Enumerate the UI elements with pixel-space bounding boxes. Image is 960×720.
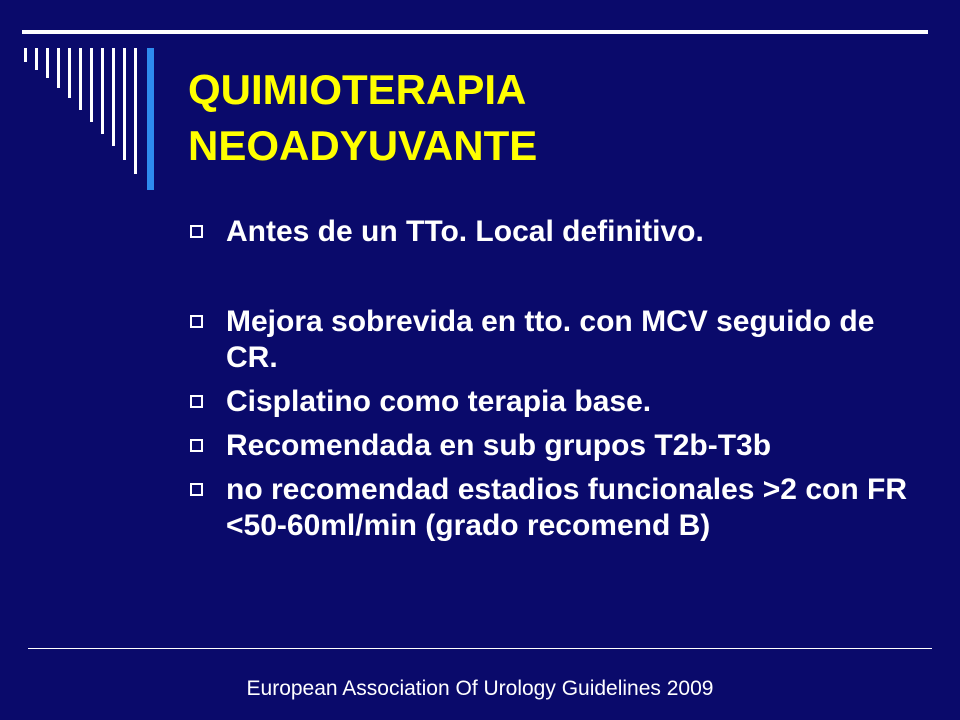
bullet-text: no recomendad estadios funcionales >2 con FR <50-60ml/min (grado recomend B) xyxy=(226,473,907,542)
bullet-item xyxy=(188,472,928,544)
bullet-item xyxy=(188,384,928,420)
bullet-text: Cisplatino como terapia base. xyxy=(226,385,652,418)
footer-divider xyxy=(28,648,932,649)
stripe-bars xyxy=(24,48,137,174)
bullet-list xyxy=(188,214,928,544)
bullet-text: Antes de un TTo. Local definitivo. xyxy=(226,215,704,248)
accent-bar xyxy=(147,48,154,190)
hollow-square-icon xyxy=(190,315,203,328)
bullet-text: Recomendada en sub grupos T2b-T3b xyxy=(226,429,772,462)
hollow-square-icon xyxy=(190,483,203,496)
slide-title xyxy=(188,62,928,174)
hollow-square-icon xyxy=(190,439,203,452)
bullet-item xyxy=(188,214,928,250)
footer-citation: European Association Of Urology Guidelines 2009 xyxy=(246,677,714,700)
bullet-item xyxy=(188,428,928,464)
hollow-square-icon xyxy=(190,225,203,238)
top-rule xyxy=(22,30,928,34)
bullet-item xyxy=(188,304,928,376)
title-line-2: NEOADYUVANTE xyxy=(188,122,538,169)
bullet-text: Mejora sobrevida en tto. con MCV seguido de CR. xyxy=(226,305,875,374)
hollow-square-icon xyxy=(190,395,203,408)
title-line-1: QUIMIOTERAPIA xyxy=(188,66,527,113)
